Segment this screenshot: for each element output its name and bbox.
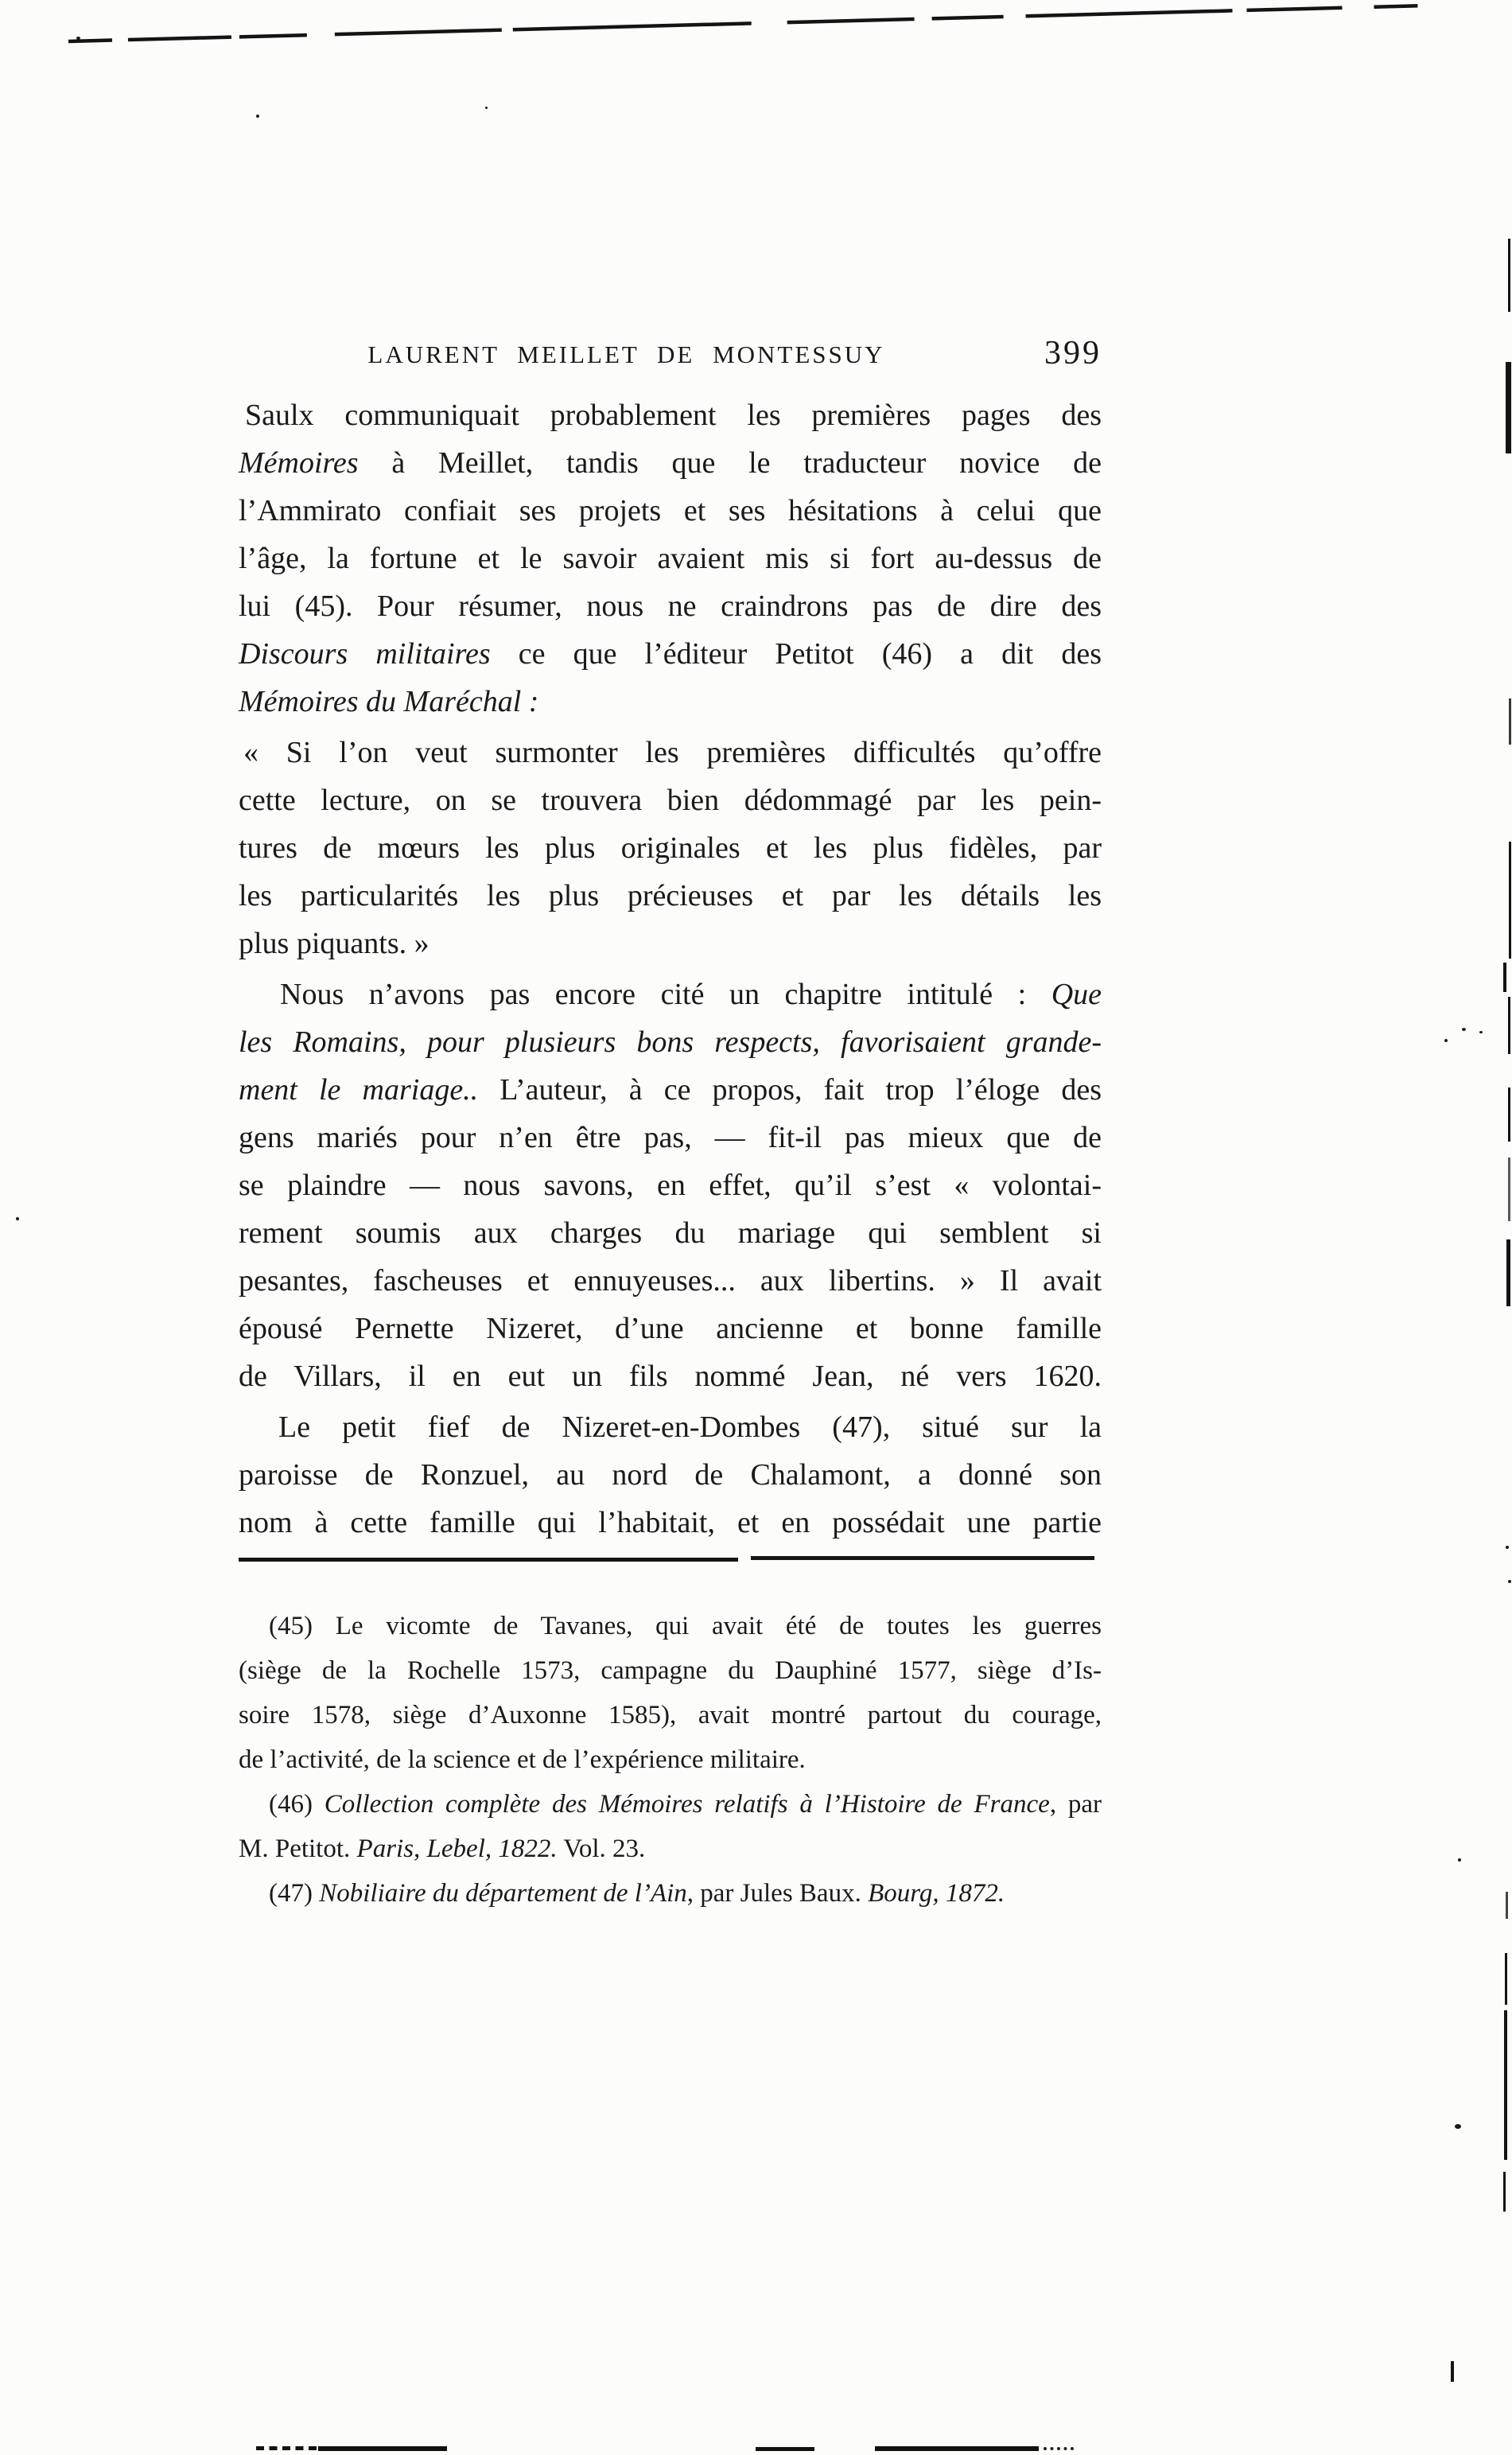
- footnote-line: [239, 1737, 1102, 1782]
- text-segment: (siège de la Rochelle 1573, campagne du Dauphiné 1577, siège d’Is-: [239, 1656, 1102, 1685]
- text-line: [239, 582, 1102, 630]
- text-segment: , par: [1049, 1790, 1102, 1819]
- text-line: [239, 535, 1102, 582]
- footnotes: [239, 1604, 1102, 1916]
- scan-speck: [16, 1217, 19, 1220]
- footnote-line: [239, 1604, 1102, 1648]
- italic-text-segment: les Romains, pour plusieurs bons respects, favorisaient grande-: [239, 1025, 1102, 1059]
- text-segment: Saulx communiquait probablement les premières pages des: [245, 399, 1102, 432]
- text-segment: (46): [269, 1790, 325, 1819]
- italic-text-segment: Mémoires: [239, 446, 359, 480]
- scan-margin-line: [1503, 2172, 1506, 2212]
- text-line: [239, 824, 1102, 872]
- text-line: [239, 487, 1102, 535]
- text-segment: soire 1578, siège d’Auxonne 1585), avait montré partout du courage,: [239, 1701, 1102, 1729]
- text-segment: se plaindre — nous savons, en effet, qu’il s’est « volontai-: [239, 1169, 1102, 1202]
- text-segment: les particularités les plus précieuses et par les détails les: [239, 879, 1102, 912]
- scan-bottom-edge-line: [875, 2446, 1039, 2451]
- text-line: [239, 1451, 1102, 1499]
- scan-margin-line: [1504, 2010, 1507, 2160]
- scan-margin-line: [1509, 842, 1511, 959]
- scan-top-edge-line: [0, 0, 1512, 56]
- text-line: [239, 439, 1102, 487]
- text-segment: à Meillet, tandis que le traducteur novice de: [358, 446, 1102, 480]
- text-line: [239, 391, 1102, 439]
- text-segment: Nous n’avons pas encore cité un chapitre intitulé :: [280, 978, 1051, 1011]
- italic-text-segment: Que: [1051, 978, 1102, 1011]
- page-number: 399: [1044, 335, 1102, 372]
- text-segment: Le petit fief de Nizeret-en-Dombes (47), situé sur la: [278, 1410, 1102, 1444]
- text-segment: ce que l’éditeur Petitot (46) a dit des: [490, 637, 1102, 671]
- footnote: [239, 1782, 1102, 1871]
- text-line: [239, 729, 1102, 776]
- footnote-separator: [751, 1556, 1094, 1560]
- text-line: [239, 1352, 1102, 1400]
- italic-text-segment: Mémoires du Maréchal :: [239, 685, 539, 718]
- scan-speck: [485, 107, 488, 109]
- scan-speck: [1444, 1039, 1448, 1042]
- text-line: [239, 920, 1102, 967]
- italic-text-segment: ment le mariage..: [239, 1073, 479, 1107]
- scan-margin-line: [1509, 698, 1511, 745]
- italic-text-segment: Discours militaires: [239, 637, 491, 671]
- scan-margin-line: [1508, 1087, 1510, 1142]
- italic-text-segment: Bourg, 1872.: [868, 1879, 1005, 1908]
- scan-speck: [1462, 1028, 1466, 1031]
- footnote-separator: [239, 1558, 738, 1562]
- text-line: [239, 678, 1102, 726]
- text-segment: l’Ammirato confiait ses projets et ses hésitations à celui que: [239, 494, 1102, 527]
- text-line: [239, 971, 1102, 1018]
- text-line: [239, 1403, 1102, 1451]
- text-line: [239, 1209, 1102, 1257]
- scan-margin-line: [1506, 362, 1511, 453]
- scan-speck: [1508, 1580, 1511, 1583]
- text-segment: (47): [269, 1879, 320, 1908]
- scan-margin-line: [1506, 1892, 1508, 1919]
- scan-speck: [1458, 1858, 1461, 1862]
- text-segment: paroisse de Ronzuel, au nord de Chalamont, a donné son: [239, 1458, 1102, 1492]
- scan-margin-line: [1506, 1239, 1510, 1306]
- text-segment: épousé Pernette Nizeret, d’une ancienne et bonne famille: [239, 1312, 1102, 1345]
- text-segment: nom à cette famille qui l’habitait, et en possédait une partie: [239, 1506, 1102, 1539]
- text-segment: « Si l’on veut surmonter les premières difficultés qu’offre: [243, 736, 1102, 769]
- scan-margin-line: [1451, 2361, 1454, 2382]
- text-segment: gens mariés pour n’en être pas, — fit-il pas mieux que de: [239, 1121, 1102, 1154]
- italic-text-segment: Collection complète des Mémoires relatifs à l’Histoire de France: [324, 1790, 1050, 1819]
- scan-bottom-edge-line: [1044, 2447, 1074, 2450]
- text-segment: M. Petitot.: [239, 1834, 357, 1863]
- text-segment: tures de mœurs les plus originales et les plus fidèles, par: [239, 831, 1102, 865]
- paragraph: [239, 391, 1102, 726]
- scan-margin-line: [1505, 1953, 1507, 2005]
- text-segment: L’auteur, à ce propos, fait trop l’éloge des: [478, 1073, 1102, 1107]
- text-segment: Vol. 23.: [557, 1834, 646, 1863]
- scan-speck: [1479, 1031, 1483, 1033]
- paragraph: [239, 1403, 1102, 1547]
- text-line: [239, 1018, 1102, 1066]
- text-line: [239, 872, 1102, 920]
- scan-margin-line: [1508, 1157, 1510, 1221]
- text-segment: (45) Le vicomte de Tavanes, qui avait été de toutes les guerres: [269, 1612, 1102, 1640]
- text-segment: de Villars, il en eut un fils nommé Jean, né vers 1620.: [239, 1360, 1102, 1393]
- scan-bottom-edge-line: [256, 2446, 317, 2450]
- text-line: [239, 630, 1102, 678]
- text-line: [239, 1257, 1102, 1305]
- scan-speck: [76, 37, 80, 40]
- footnote-line: [239, 1827, 1102, 1871]
- italic-text-segment: Nobiliaire du département de l’Ain: [319, 1879, 687, 1908]
- scan-margin-line: [1508, 997, 1510, 1054]
- footnote-line: [239, 1648, 1102, 1693]
- text-segment: de l’activité, de la science et de l’expérience militaire.: [239, 1745, 806, 1774]
- text-line: [239, 1066, 1102, 1114]
- footnote: [239, 1871, 1102, 1916]
- scan-margin-line: [1503, 963, 1506, 992]
- paragraph: [239, 729, 1102, 967]
- footnote: [239, 1604, 1102, 1782]
- text-segment: cette lecture, on se trouvera bien dédommagé par les pein-: [239, 784, 1102, 817]
- footnote-line: [239, 1871, 1102, 1916]
- footnote-line: [239, 1693, 1102, 1737]
- paragraph: [239, 971, 1102, 1400]
- scan-speck: [1506, 1546, 1509, 1549]
- text-line: [239, 1499, 1102, 1547]
- text-segment: pesantes, fascheuses et ennuyeuses... aux libertins. » Il avait: [239, 1264, 1102, 1298]
- scan-speck: [256, 115, 259, 118]
- text-line: [239, 776, 1102, 824]
- text-segment: rement soumis aux charges du mariage qui semblent si: [239, 1216, 1102, 1250]
- scan-margin-line: [1508, 239, 1510, 312]
- scan-bottom-edge-line: [318, 2446, 447, 2451]
- text-segment: plus piquants. »: [239, 927, 430, 960]
- body-text: [239, 391, 1102, 1547]
- scan-speck: [1455, 2124, 1461, 2129]
- page-header: [239, 334, 1102, 375]
- text-line: [239, 1305, 1102, 1352]
- text-segment: l’âge, la fortune et le savoir avaient mis si fort au-dessus de: [239, 542, 1102, 575]
- running-title: LAURENT MEILLET DE MONTESSUY: [367, 340, 885, 368]
- footnote-line: [239, 1782, 1102, 1827]
- text-line: [239, 1161, 1102, 1209]
- text-line: [239, 1114, 1102, 1161]
- text-segment: , par Jules Baux.: [686, 1879, 869, 1908]
- italic-text-segment: Paris, Lebel, 1822.: [356, 1834, 558, 1863]
- scan-bottom-edge-line: [756, 2447, 814, 2451]
- text-segment: lui (45). Pour résumer, nous ne craindrons pas de dire des: [239, 589, 1102, 623]
